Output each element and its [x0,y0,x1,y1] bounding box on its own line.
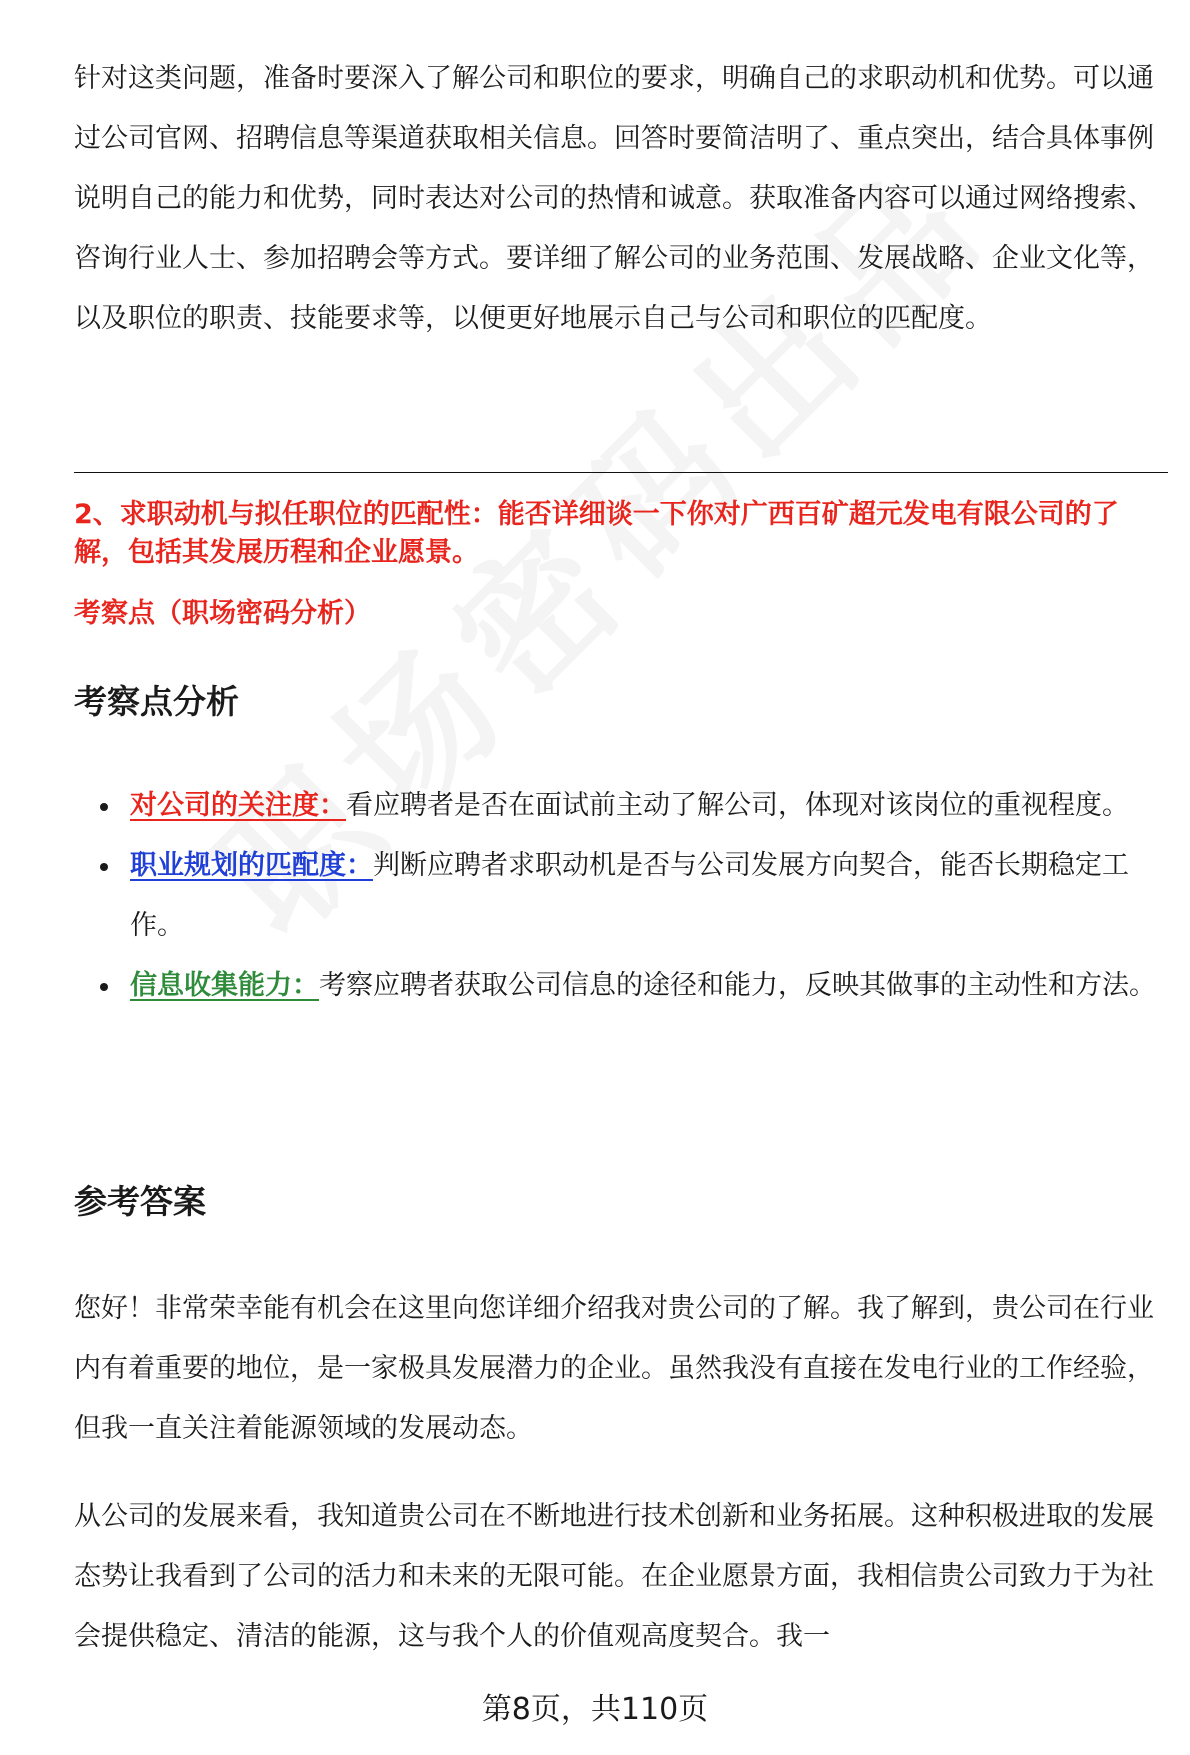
intro-paragraph: 针对这类问题，准备时要深入了解公司和职位的要求，明确自己的求职动机和优势。可以通过公司官网、招聘信息等渠道获取相关信息。回答时要简洁明了、重点突出，结合具体事例说明自己的能力和优势，同时表达对公司的热情和诚意。获取准备内容可以通过网络搜索、咨询行业人士、参加招聘会等方式。要详细了解公司的业务范围、发展战略、企业文化等，以及职位的职责、技能要求等，以便更好地展示自己与公司和职位的匹配度。 [74,63,1154,334]
answer-paragraph: 您好！非常荣幸能有机会在这里向您详细介绍我对贵公司的了解。我了解到，贵公司在行业内有着重要的地位，是一家极具发展潜力的企业。虽然我没有直接在发电行业的工作经验，但我一直关注着能源领域的发展动态。 [74,1293,1154,1444]
analysis-points-list [74,776,1164,1016]
point-term-link[interactable]: 对公司的关注度： [130,790,346,821]
bullet-icon [100,983,108,991]
page-number: 第8页，共110页 [481,1692,709,1727]
section-divider [74,472,1168,473]
analysis-point [74,836,1164,956]
analysis-point [74,776,1164,836]
inspection-label: 考察点（职场密码分析） [74,598,371,629]
point-text: 看应聘者是否在面试前主动了解公司，体现对该岗位的重视程度。 [346,790,1129,821]
point-term-link[interactable]: 职业规划的匹配度： [130,850,373,881]
question-title: 2、求职动机与拟任职位的匹配性：能否详细谈一下你对广西百矿超元发电有限公司的了解，包括其发展历程和企业愿景。 [74,499,1119,568]
point-text: 考察应聘者获取公司信息的途径和能力，反映其做事的主动性和方法。 [319,970,1156,1001]
analysis-heading: 考察点分析 [74,682,239,721]
answer-paragraph: 从公司的发展来看，我知道贵公司在不断地进行技术创新和业务拓展。这种积极进取的发展态势让我看到了公司的活力和未来的无限可能。在企业愿景方面，我相信贵公司致力于为社会提供稳定、清洁的能源，这与我个人的价值观高度契合。我一 [74,1501,1154,1652]
answer-heading: 参考答案 [74,1182,206,1221]
bullet-icon [100,863,108,871]
bullet-icon [100,803,108,811]
analysis-point [74,956,1164,1016]
point-text: 判断应聘者求职动机是否与公司发展方向契合，能否长期稳定工作。 [130,850,1129,941]
point-term-link[interactable]: 信息收集能力： [130,970,319,1001]
